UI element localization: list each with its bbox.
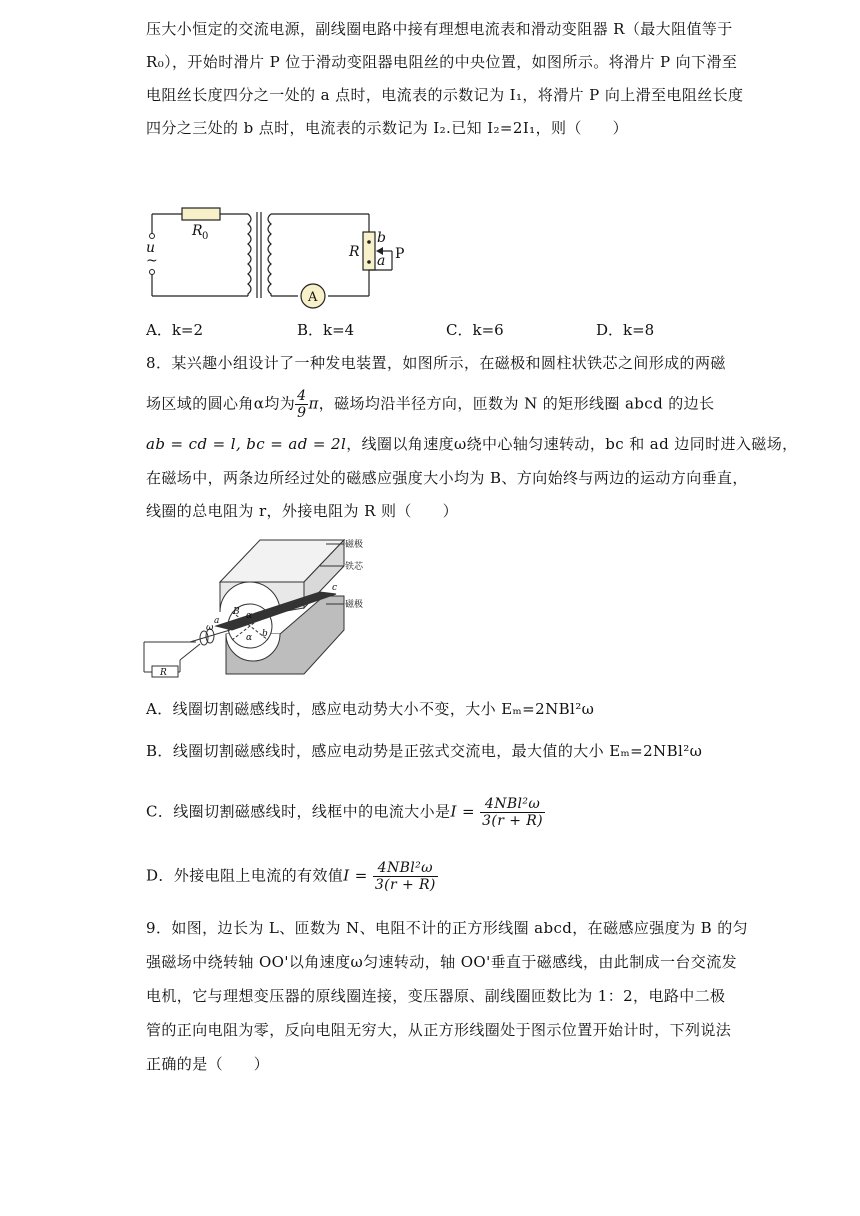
- label-magnet-top: 磁极: [345, 540, 364, 550]
- q7-option-b: B．k=4: [297, 321, 355, 339]
- label-u: u: [146, 240, 156, 256]
- label-r0-sub: 0: [202, 231, 209, 242]
- q9-line-3: 电机，它与理想变压器的原线圈连接，变压器原、副线圈匝数比为 1：2，电路中二极: [146, 987, 726, 1005]
- label-r0: R: [192, 223, 203, 239]
- q9-line-5: 正确的是（ ）: [146, 1055, 270, 1073]
- ammeter-label: A: [308, 290, 318, 305]
- label-magnet-bottom: 磁极: [345, 600, 364, 610]
- label-coil-b: b: [262, 629, 268, 639]
- q7-option-c: C．k=6: [446, 321, 504, 339]
- label-field-b: B: [233, 607, 240, 617]
- q9-line-1: 9．如图，边长为 L、匝数为 N、电阻不计的正方形线圈 abcd，在磁感应强度为 B 的匀: [146, 919, 749, 937]
- label-p: P: [395, 246, 405, 262]
- fraction-4-9: $\frac{4}{9}$: [297, 388, 307, 421]
- q7-option-d: D．k=8: [596, 321, 655, 339]
- label-b: b: [377, 230, 386, 246]
- q8-generator-diagram: [140, 534, 380, 680]
- q8-line-1: 8．某兴趣小组设计了一种发电装置，如图所示，在磁极和圆柱状铁芯之间形成的两磁: [146, 354, 726, 372]
- label-a: a: [377, 253, 386, 269]
- current-fraction-c: $\frac{\text{4NBl²ω}}{3(r + R)}$: [482, 796, 544, 829]
- q7-line-1: 压大小恒定的交流电源，副线圈电路中接有理想电流表和滑动变阻器 R（最大阻值等于: [146, 20, 733, 38]
- q8-line-3: ab = cd = l, bc = ad = 2l，线圈以角速度ω绕中心轴匀速转动，bc 和 ad 边同时进入磁场，: [146, 435, 798, 453]
- label-external-r: R: [160, 668, 167, 678]
- label-r: R: [349, 244, 360, 260]
- q8-option-c: C．线圈切割磁感线时，线框中的电流大小是I = $\frac{\text{4NBl²ω}}{3(r + R)}$: [146, 796, 544, 829]
- q8-line-5: 线圈的总电阻为 r，外接电阻为 R 则（ ）: [146, 502, 458, 520]
- q9-line-2: 强磁场中绕转轴 OO'以角速度ω匀速转动，轴 OO'垂直于磁感线，由此制成一台交流发: [146, 953, 738, 971]
- q7-line-4: 四分之三处的 b 点时，电流表的示数记为 I₂.已知 I₂=2I₁，则（ ）: [146, 119, 628, 137]
- current-fraction-d: $\frac{\text{4NBl²ω}}{3(r + R)}$: [374, 860, 436, 893]
- q7-line-3: 电阻丝长度四分之一处的 a 点时，电流表的示数记为 I₁，将滑片 P 向上滑至电阻丝长度: [146, 86, 744, 104]
- label-tilde: ~: [146, 253, 158, 269]
- label-core: 铁芯: [345, 562, 364, 572]
- q8-option-b: B．线圈切割磁感线时，感应电动势是正弦式交流电，最大值的大小 Eₘ=2NBl²ω: [146, 742, 703, 760]
- label-alpha-1: α: [246, 611, 253, 621]
- label-alpha-2: α: [246, 633, 253, 643]
- q7-line-2: R₀），开始时滑片 P 位于滑动变阻器电阻丝的中央位置，如图所示。将滑片 P 向下滑至: [146, 53, 738, 71]
- q8-option-d: D．外接电阻上电流的有效值I = $\frac{\text{4NBl²ω}}{3(r + R)}$: [146, 860, 436, 893]
- q7-option-a: A．k=2: [146, 321, 204, 339]
- q9-line-4: 管的正向电阻为零，反向电阻无穷大，从正方形线圈处于图示位置开始计时，下列说法: [146, 1021, 732, 1039]
- q8-option-a: A．线圈切割磁感线时，感应电动势大小不变，大小 Eₘ=2NBl²ω: [146, 700, 595, 718]
- q7-circuit-diagram: [140, 200, 410, 312]
- q8-line-4: 在磁场中，两条边所经过处的磁感应强度大小均为 B、方向始终与两边的运动方向垂直，: [146, 469, 748, 487]
- label-coil-a: a: [214, 616, 220, 626]
- label-c: c: [332, 583, 338, 593]
- q8-line-2: 场区域的圆心角α均为 $\frac{4}{9}$ π，磁场均沿半径方向，匝数为 N 的矩形线圈 abcd 的边长: [146, 388, 715, 421]
- label-omega: ω: [206, 623, 214, 633]
